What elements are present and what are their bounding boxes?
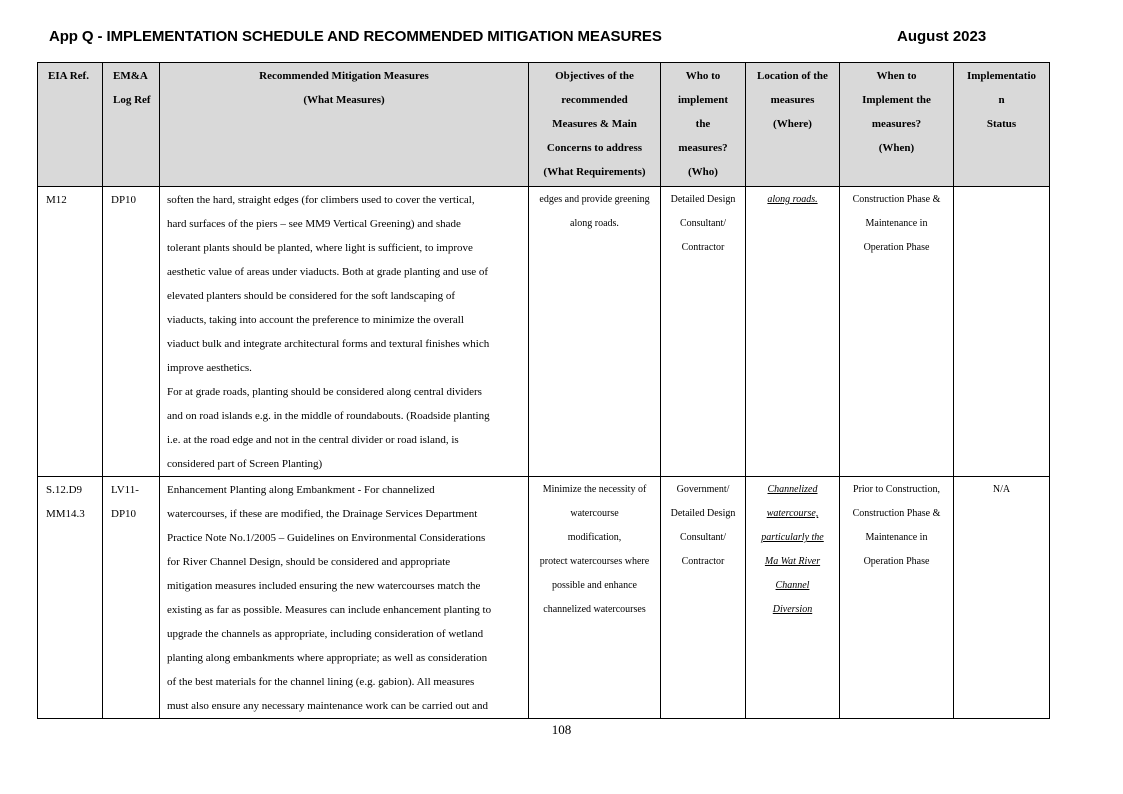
cell-line: particularly the — [761, 532, 824, 543]
cell-line: Maintenance in — [865, 218, 928, 229]
cell-line: MM14.3 — [46, 508, 85, 520]
cell-line: modification, — [567, 532, 622, 543]
header-line: (What Requirements) — [543, 166, 646, 178]
header-line: (Where) — [773, 118, 812, 130]
header-line: Log Ref — [113, 94, 151, 106]
ema-log-ref-cell — [103, 477, 160, 719]
cell-line: upgrade the channels as appropriate, including consideration of wetland — [167, 628, 484, 640]
who-cell — [661, 187, 746, 477]
eia-ref-cell — [38, 187, 103, 477]
header-line: Objectives of the — [555, 70, 634, 82]
col-who-header — [661, 63, 746, 187]
cell-line: elevated planters should be considered for the soft landscaping of — [167, 290, 456, 302]
cell-line: hard surfaces of the piers – see MM9 Vertical Greening) and shade — [167, 218, 461, 230]
cell-line: and on road islands e.g. in the middle of roundabouts. (Roadside planting — [167, 410, 490, 422]
table-header-row — [38, 63, 1050, 187]
cell-line: improve aesthetics. — [167, 362, 252, 374]
measures-cell — [160, 187, 529, 477]
cell-line: for River Channel Design, should be considered and appropriate — [167, 556, 451, 568]
header-line: (When) — [878, 142, 915, 154]
header-line: (Who) — [688, 166, 718, 178]
col-location-header — [746, 63, 840, 187]
cell-line: Contractor — [681, 556, 725, 567]
cell-line: watercourse — [570, 508, 619, 519]
cell-line: watercourse, — [766, 508, 819, 519]
table-row — [38, 187, 1050, 477]
cell-line: Practice Note No.1/2005 – Guidelines on Environmental Considerations — [167, 532, 486, 544]
header-line: When to — [876, 70, 917, 82]
col-ema-log-ref-header — [103, 63, 160, 187]
measures-cell — [160, 477, 529, 719]
cell-line: watercourses, if these are modified, the Drainage Services Department — [167, 508, 478, 520]
document-title: App Q - IMPLEMENTATION SCHEDULE AND RECOMMENDED MITIGATION MEASURES — [49, 28, 662, 45]
cell-line: Construction Phase & — [852, 194, 941, 205]
cell-line: viaducts, taking into account the preference to minimize the overall — [167, 314, 464, 326]
cell-line: Consultant/ — [679, 218, 727, 229]
mitigation-schedule-table — [37, 62, 1050, 719]
objectives-cell — [529, 187, 661, 477]
cell-line: considered part of Screen Planting) — [167, 458, 323, 470]
cell-line: S.12.D9 — [46, 484, 83, 496]
cell-line: M12 — [46, 194, 67, 206]
location-cell — [746, 477, 840, 719]
cell-line: Channelized — [767, 484, 818, 495]
col-objectives-header — [529, 63, 661, 187]
header-line: Implement the — [862, 94, 931, 106]
cell-line: Operation Phase — [863, 242, 930, 253]
cell-line: Diversion — [772, 604, 813, 615]
objectives-cell — [529, 477, 661, 719]
cell-line: tolerant plants should be planted, where light is sufficient, to improve — [167, 242, 473, 254]
cell-line: aesthetic value of areas under viaducts. Both at grade planting and use of — [167, 266, 489, 278]
header-line: Concerns to address — [546, 142, 643, 154]
header-line: Location of the — [757, 70, 828, 82]
cell-line: Government/ — [676, 484, 730, 495]
cell-line: viaduct bulk and integrate architectural forms and textural finishes which — [167, 338, 490, 350]
col-status-header — [954, 63, 1050, 187]
header-line: Recommended Mitigation Measures — [259, 70, 429, 82]
who-cell — [661, 477, 746, 719]
cell-line: Operation Phase — [863, 556, 930, 567]
cell-line: edges and provide greening — [539, 194, 650, 205]
cell-line: i.e. at the road edge and not in the central divider or road island, is — [167, 434, 459, 446]
col-when-header — [840, 63, 954, 187]
page-number: 108 — [551, 722, 572, 737]
location-cell — [746, 187, 840, 477]
header-line: n — [998, 94, 1005, 106]
header-line: implement — [677, 94, 729, 106]
cell-line: mitigation measures included ensuring the new watercourses match the — [167, 580, 481, 592]
header-line: measures? — [871, 118, 922, 130]
cell-line: Contractor — [681, 242, 725, 253]
cell-line: Construction Phase & — [852, 508, 941, 519]
header-line: Who to — [685, 70, 721, 82]
header-line: measures? — [678, 142, 728, 154]
header-line: EIA Ref. — [48, 70, 89, 82]
cell-line: of the best materials for the channel lining (e.g. gabion). All measures — [167, 676, 475, 688]
when-cell — [840, 477, 954, 719]
cell-line: Enhancement Planting along Embankment - For channelized — [167, 484, 435, 496]
header-line: measures — [770, 94, 815, 106]
cell-line: DP10 — [111, 508, 137, 520]
eia-ref-cell — [38, 477, 103, 719]
cell-line: Ma Wat River — [764, 556, 821, 567]
cell-line: N/A — [992, 484, 1011, 495]
cell-line: Consultant/ — [679, 532, 727, 543]
document-date: August 2023 — [897, 28, 987, 45]
cell-line: protect watercourses where — [539, 556, 650, 567]
cell-line: channelized watercourses — [543, 604, 646, 615]
cell-line: Minimize the necessity of — [542, 484, 647, 495]
header-line: the — [695, 118, 711, 130]
cell-line: Channel — [775, 580, 810, 591]
header-line: Status — [986, 118, 1017, 130]
cell-line: planting along embankments where appropriate; as well as consideration — [167, 652, 488, 664]
cell-line: LV11- — [111, 484, 139, 496]
header-line: Implementatio — [966, 70, 1037, 82]
header-line: EM&A — [113, 70, 148, 82]
ema-log-ref-cell — [103, 187, 160, 477]
col-eia-ref-header — [38, 63, 103, 187]
cell-line: DP10 — [111, 194, 137, 206]
cell-line: possible and enhance — [552, 580, 637, 591]
cell-line: Prior to Construction, — [853, 484, 940, 495]
cell-line: along roads. — [570, 218, 619, 229]
table-row — [38, 477, 1050, 719]
cell-line: along roads. — [767, 194, 818, 205]
header-line: Measures & Main — [552, 118, 637, 130]
cell-line: For at grade roads, planting should be considered along central dividers — [167, 386, 482, 398]
cell-line: must also ensure any necessary maintenance work can be carried out and — [167, 700, 489, 712]
cell-line: Maintenance in — [865, 532, 928, 543]
status-cell — [954, 477, 1050, 719]
when-cell — [840, 187, 954, 477]
status-cell — [954, 187, 1050, 477]
col-mitigation-measures-header — [160, 63, 529, 187]
cell-line: Detailed Design — [670, 508, 736, 519]
cell-line: Detailed Design — [670, 194, 736, 205]
cell-line: soften the hard, straight edges (for climbers used to cover the vertical, — [167, 194, 475, 206]
header-line: (What Measures) — [303, 94, 385, 106]
cell-line: existing as far as possible. Measures can include enhancement planting to — [167, 604, 492, 616]
header-line: recommended — [561, 94, 628, 106]
